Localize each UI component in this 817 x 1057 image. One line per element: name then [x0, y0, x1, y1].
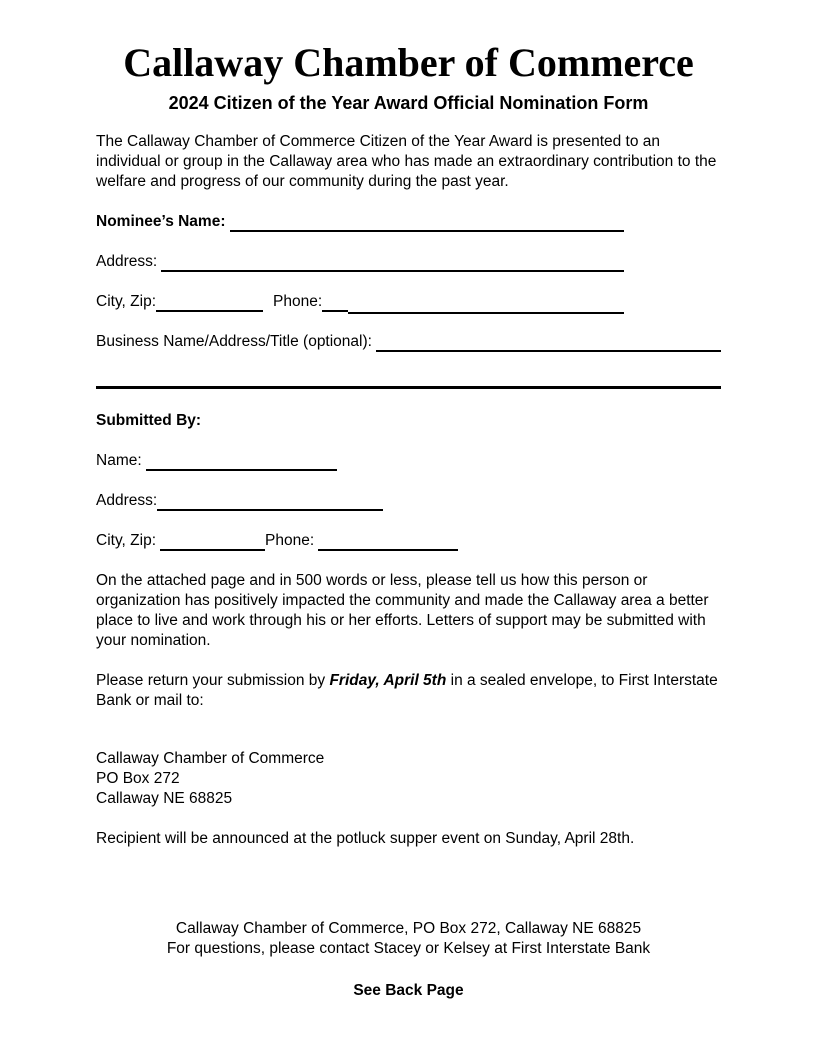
nominee-city-zip-label: City, Zip: [96, 293, 156, 310]
mail-address-line: Callaway Chamber of Commerce [96, 750, 325, 767]
footer-line-2: For questions, please contact Stacey or Kelsey at First Interstate Bank [166, 940, 651, 957]
submitter-city-zip-blank [160, 535, 265, 551]
nominee-name-label: Nominee’s Name: [96, 213, 226, 230]
nominee-phone-label: Phone: [273, 293, 323, 310]
return-paragraph [96, 671, 721, 711]
see-back-page-note: See Back Page [353, 982, 464, 999]
submitter-name-label: Name: [96, 452, 142, 469]
footer-line-1: Callaway Chamber of Commerce, PO Box 272, Callaway NE 68825 [175, 920, 642, 937]
submitter-address-label: Address: [96, 492, 158, 509]
nominee-name-blank [230, 216, 625, 232]
page-subtitle: 2024 Citizen of the Year Award Official Nomination Form [168, 93, 649, 113]
section-divider [96, 386, 721, 389]
nominee-business-blank [376, 336, 721, 352]
submitter-name-blank [146, 455, 337, 471]
nominee-business-row [96, 332, 721, 352]
submitted-by-heading: Submitted By: [96, 412, 202, 429]
return-prefix: Please return your submission by [96, 672, 330, 689]
nominee-name-row [96, 212, 624, 232]
submitter-phone-blank [318, 535, 458, 551]
nominee-address-blank [161, 256, 624, 272]
nominee-address-label: Address: [96, 253, 158, 270]
nominee-phone-blank-short [322, 296, 348, 312]
nominee-city-zip-blank [156, 296, 263, 312]
intro-paragraph: The Callaway Chamber of Commerce Citizen of the Year Award is presented to an individual or group in the Callaway area who has made an extraordinary contribution to the welfare and progress of our community during the past year. [96, 133, 717, 190]
return-deadline: Friday, April 5th [329, 672, 447, 689]
nominee-phone-blank [348, 298, 624, 314]
submitter-phone-label: Phone: [265, 532, 315, 549]
return-suffix: in a sealed envelope, to First Interstate Bank or mail to: [96, 672, 718, 709]
footer-block [96, 919, 721, 959]
mail-address-block [96, 749, 721, 809]
submitter-address-blank [157, 495, 383, 511]
mail-address-line: Callaway NE 68825 [96, 790, 233, 807]
announcement-paragraph: Recipient will be announced at the potluck supper event on Sunday, April 28th. [96, 830, 635, 847]
submitter-city-phone-row [96, 531, 478, 551]
nominee-business-label: Business Name/Address/Title (optional): [96, 333, 372, 350]
submitter-name-row [96, 451, 337, 471]
nominee-city-phone-row [96, 292, 624, 312]
instructions-paragraph: On the attached page and in 500 words or less, please tell us how this person or organization has positively impacted the community and made the Callaway area a better place to live and work through his or her efforts. Letters of support may be submitted with your nomination. [96, 572, 709, 649]
page-title: Callaway Chamber of Commerce [123, 40, 694, 85]
submitter-city-zip-label: City, Zip: [96, 532, 156, 549]
mail-address-line: PO Box 272 [96, 770, 180, 787]
nominee-address-row [96, 252, 624, 272]
submitter-address-row [96, 491, 383, 511]
